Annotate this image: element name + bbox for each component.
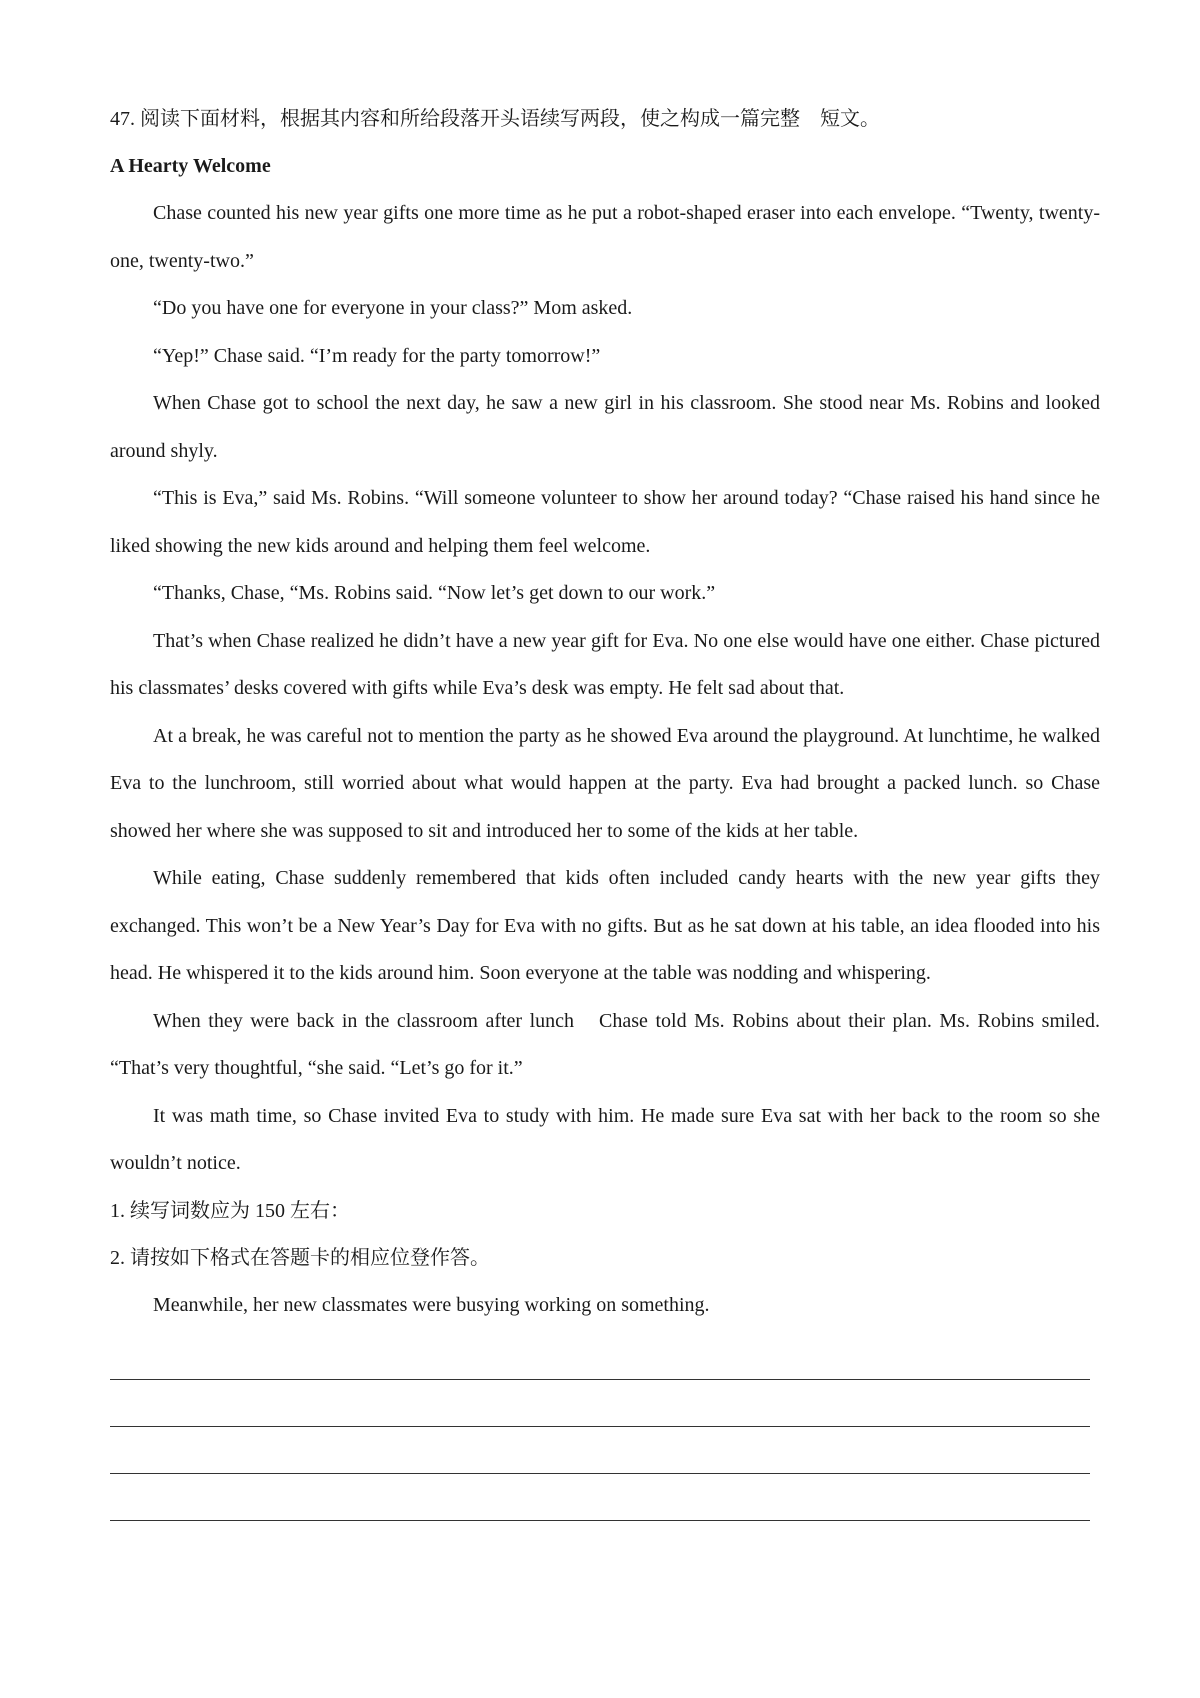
answer-line[interactable] [110, 1380, 1090, 1427]
story-paragraph-9: While eating, Chase suddenly remembered that kids often included candy hearts with the new year gifts they exchanged. This won’t be a New Year’s Day for Eva with no gifts. But as he sat down at his table, an idea flooded into his head. He whispered it to the kids around him. Soon everyone at the table was nodding and whispering. [110, 867, 1100, 984]
story-paragraph-4: When Chase got to school the next day, he saw a new girl in his classroom. She stood near Ms. Robins and looked around shyly. [110, 392, 1100, 462]
story-paragraph-8: At a break, he was careful not to mention the party as he showed Eva around the playground. At lunchtime, he walked Eva to the lunchroom, still worried about what would happen at the party. Eva had brought a packed lunch. so Chase showed her where she was supposed to sit and introduced her to some of the kids at her table. [110, 724, 1100, 842]
story-paragraph-7: That’s when Chase realized he didn’t have a new year gift for Eva. No one else would have one either. Chase pictured his classmates’ desks covered with gifts while Eva’s desk was empty. He felt sad about that. [110, 629, 1100, 699]
story-title: A Hearty Welcome [110, 155, 271, 177]
story-paragraph-2: “Do you have one for everyone in your class?” Mom asked. [153, 297, 633, 319]
story-paragraph-5: “This is Eva,” said Ms. Robins. “Will someone volunteer to show her around today? “Chase raised his hand since he liked showing the new kids around and helping them feel welcome. [110, 487, 1100, 557]
story-paragraph-11: It was math time, so Chase invited Eva to study with him. He made sure Eva sat with her back to the room so she wouldn’t notice. [110, 1104, 1100, 1174]
story-paragraph-10: When they were back in the classroom after lunch Chase told Ms. Robins about their plan. Ms. Robins smiled. “That’s very thoughtful, “she said. “Let’s go for it.” [110, 1009, 1100, 1079]
answer-line[interactable] [110, 1333, 1090, 1380]
question-number: 47. [110, 108, 135, 130]
answer-area[interactable] [110, 1333, 1100, 1521]
question-line [110, 96, 1100, 143]
answer-line[interactable] [110, 1427, 1090, 1474]
story-paragraph-1: Chase counted his new year gifts one more time as he put a robot-shaped eraser into each envelope. “Twenty, twenty-one, twenty-two.” [110, 202, 1100, 272]
question-prompt: 阅读下面材料，根据其内容和所给段落开头语续写两段，使之构成一篇完整 短文。 [140, 108, 880, 130]
exam-page [110, 96, 1100, 1521]
instruction-2: 2. 请按如下格式在答题卡的相应位登作答。 [110, 1246, 490, 1269]
story-paragraph-6: “Thanks, Chase, “Ms. Robins said. “Now let’s get down to our work.” [153, 582, 716, 604]
story-paragraph-3: “Yep!” Chase said. “I’m ready for the party tomorrow!” [153, 344, 601, 367]
instruction-1: 1. 续写词数应为 150 左右： [110, 1199, 350, 1222]
continuation-start: Meanwhile, her new classmates were busying working on something. [153, 1293, 710, 1316]
answer-line[interactable] [110, 1474, 1090, 1521]
